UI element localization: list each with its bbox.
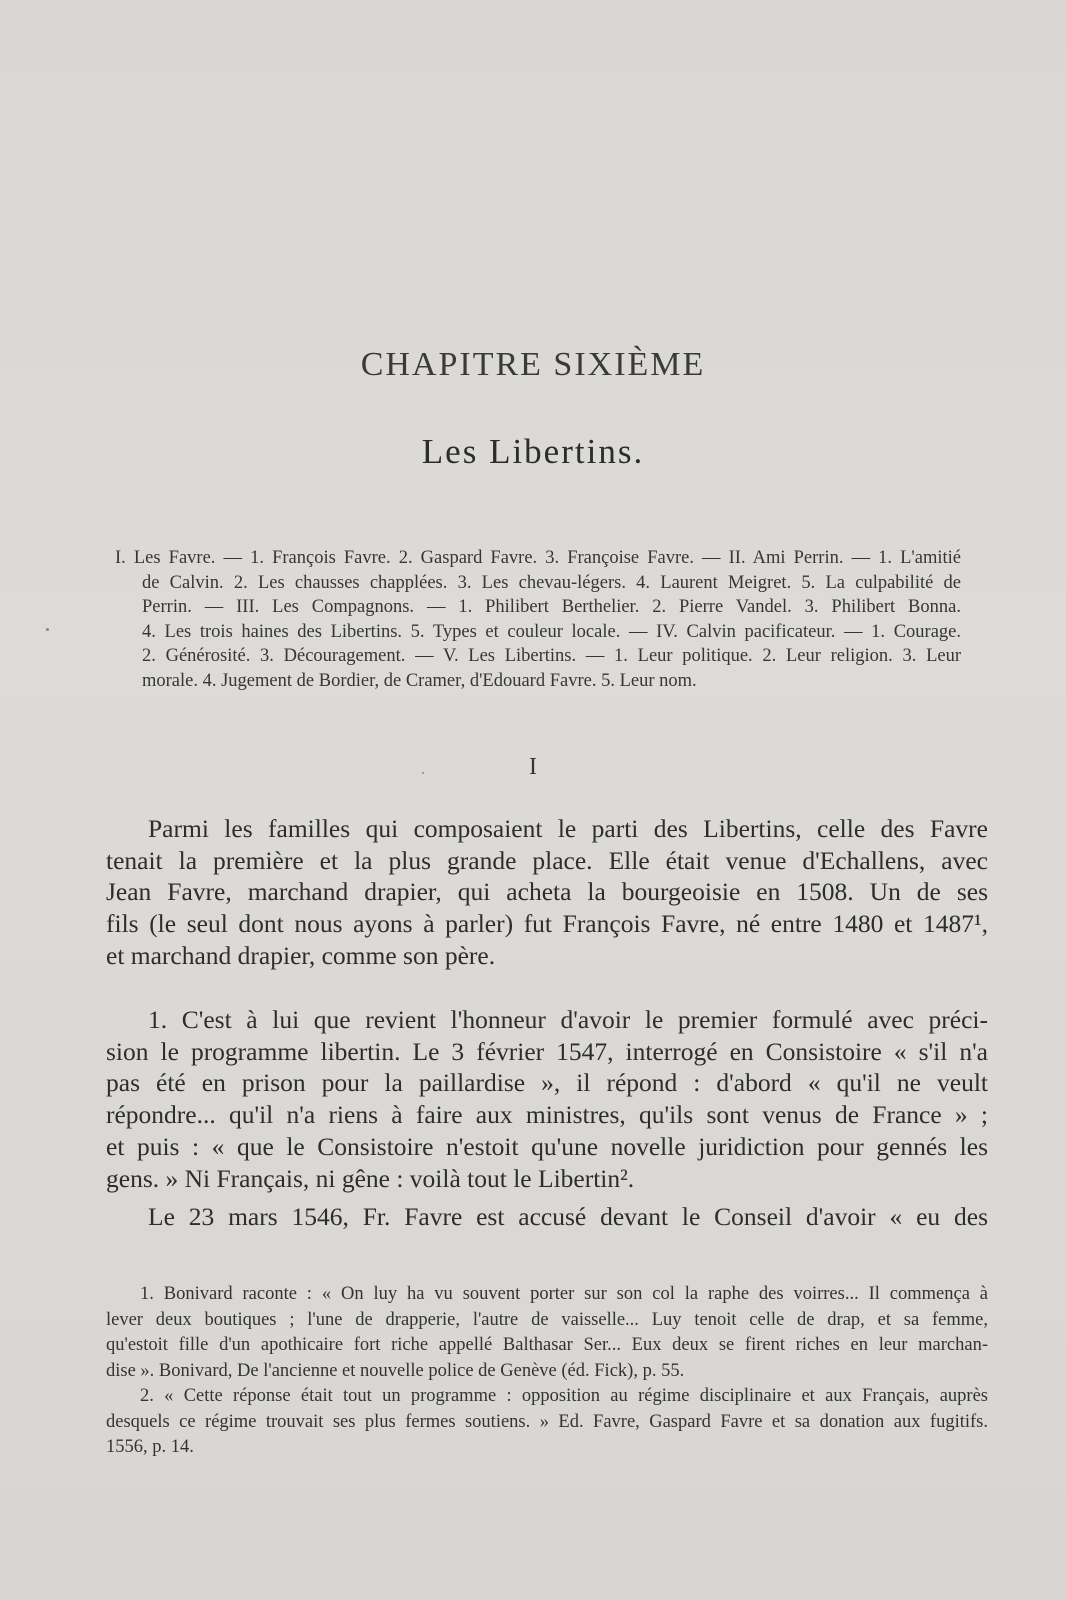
summary-line: Perrin. — III. Les Compagnons. — 1. Philibert Berthelier. 2. Pierre Vandel. 3. Philibert Bonna. xyxy=(142,597,961,617)
chapter-title: Les Libertins. xyxy=(421,432,645,471)
summary-line: de Calvin. 2. Les chausses chapplées. 3. Les chevau-légers. 4. Laurent Meigret. 5. La culpabilité de xyxy=(142,572,961,593)
text-line: 1. C'est à lui que revient l'honneur d'avoir le premier formulé avec préci- xyxy=(148,1005,988,1034)
footnote-line: 2. « Cette réponse était tout un programme : opposition au régime disciplinaire et aux Français, auprès xyxy=(140,1386,988,1406)
summary-line: I. Les Favre. — 1. François Favre. 2. Gaspard Favre. 3. Françoise Favre. — II. Ami Perrin. — 1. L'amitié xyxy=(115,548,961,568)
section-number: I xyxy=(529,754,537,780)
summary-line: 4. Les trois haines des Libertins. 5. Types et couleur locale. — IV. Calvin pacificateur. — 1. Courage. xyxy=(142,621,961,642)
text-line: gens. » Ni Français, ni gêne : voilà tout le Libertin². xyxy=(106,1163,635,1193)
summary-line: morale. 4. Jugement de Bordier, de Cramer, d'Edouard Favre. 5. Leur nom. xyxy=(142,670,697,691)
text-line: et puis : « que le Consistoire n'estoit qu'une novelle juridiction pour gennés les xyxy=(106,1131,988,1161)
paragraph-1 xyxy=(106,813,988,972)
footnote-line: qu'estoit fille d'un apothicaire fort riche appellé Balthasar Ser... Eux deux se firent riches en leur marchan- xyxy=(106,1335,988,1355)
text-line: fils (le seul dont nous ayons à parler) fut François Favre, né entre 1480 et 1487¹, xyxy=(106,909,988,939)
text-line: tenait la première et la plus grande place. Elle était venue d'Echallens, avec xyxy=(106,845,988,875)
footnote-line: desquels ce régime trouvait ses plus fermes soutiens. » Ed. Favre, Gaspard Favre et sa donation aux fugitifs. xyxy=(106,1411,988,1432)
footnote-2 xyxy=(106,1384,988,1461)
text-line: Parmi les familles qui composaient le parti des Libertins, celle des Favre xyxy=(148,814,988,843)
summary-line: 2. Générosité. 3. Découragement. — V. Les Libertins. — 1. Leur politique. 2. Leur religion. 3. Leur xyxy=(142,646,961,666)
footnote-line: 1556, p. 14. xyxy=(106,1437,194,1457)
footnote-line: lever deux boutiques ; l'une de drapperie, l'autre de vaisselle... Luy tenoit celle de drap, et sa femme, xyxy=(106,1309,988,1330)
footnote-line: 1. Bonivard raconte : « On luy ha vu souvent porter sur son col la raphe des voirres... Il commença à xyxy=(140,1284,988,1304)
text-line: sion le programme libertin. Le 3 février 1547, interrogé en Consistoire « s'il n'a xyxy=(106,1036,988,1066)
text-line: Jean Favre, marchand drapier, qui acheta la bourgeoisie en 1508. Un de ses xyxy=(106,877,988,907)
footnotes xyxy=(106,1282,988,1461)
text-line: répondre... qu'il n'a riens à faire aux ministres, qu'ils sont venus de France » ; xyxy=(106,1100,988,1130)
paper-speck xyxy=(46,628,49,631)
text-line: Le 23 mars 1546, Fr. Favre est accusé devant le Conseil d'avoir « eu des xyxy=(148,1202,988,1231)
chapter-summary xyxy=(115,546,961,693)
text-line: pas été en prison pour la paillardise », il répond : d'abord « qu'il ne veult xyxy=(106,1068,988,1098)
paragraph-3 xyxy=(106,1201,988,1233)
footnote-line: dise ». Bonivard, De l'ancienne et nouvelle police de Genève (éd. Fick), p. 55. xyxy=(106,1360,685,1381)
chapter-heading: CHAPITRE SIXIÈME xyxy=(360,346,706,383)
text-line: et marchand drapier, comme son père. xyxy=(106,940,496,970)
paragraph-2 xyxy=(106,1004,988,1194)
footnote-1 xyxy=(106,1282,988,1384)
